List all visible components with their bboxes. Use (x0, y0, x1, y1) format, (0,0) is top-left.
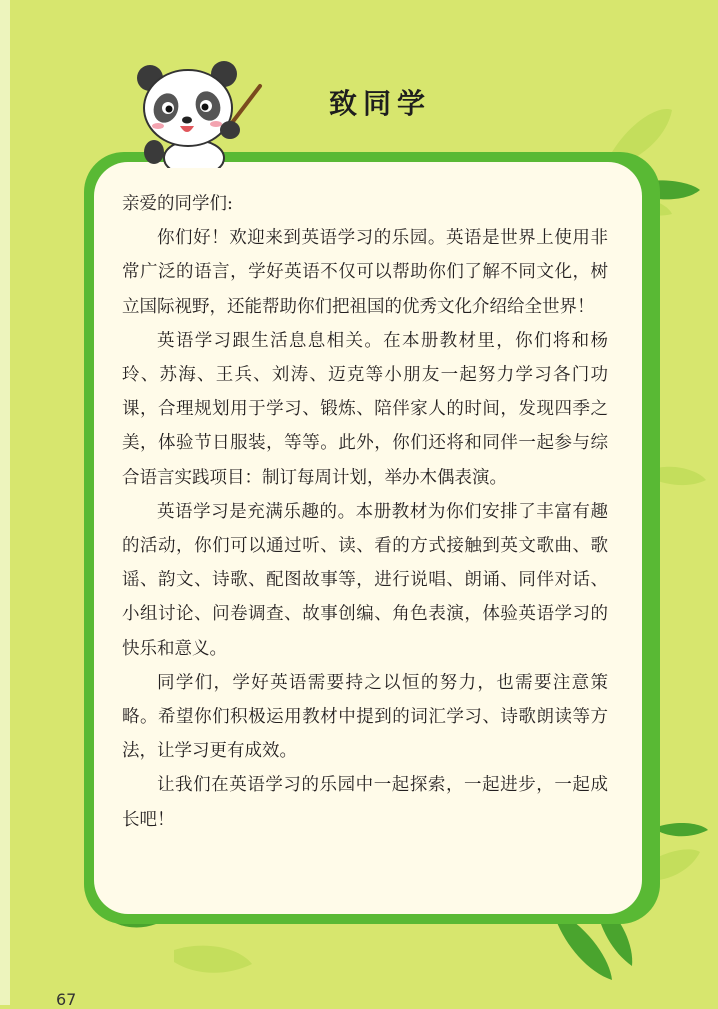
letter-body (122, 187, 608, 837)
greeting-text: 亲爱的同学们: (122, 194, 233, 214)
paragraph: 同学们，学好英语需要持之以恒的努力，也需要注意策略。希望你们积极运用教材中提到的词汇学习、诗歌朗读等方法，让学习更有成效。 (122, 672, 608, 762)
paragraph: 让我们在英语学习的乐园中一起探索，一起进步，一起成长吧！ (122, 775, 608, 830)
paragraph: 英语学习是充满乐趣的。本册教材为你们安排了丰富有趣的活动，你们可以通过听、读、看的方式接触到英文歌曲、歌谣、韵文、诗歌、配图故事等，进行说唱、朗诵、同伴对话、小组讨论、问卷调查、故事创编、角色表演，体验英语学习的快乐和意义。 (122, 501, 608, 659)
page-number: 67 (56, 990, 77, 1009)
paragraph: 你们好！欢迎来到英语学习的乐园。英语是世界上使用非常广泛的语言，学好英语不仅可以帮助你们了解不同文化，树立国际视野，还能帮助你们把祖国的优秀文化介绍给全世界！ (122, 228, 608, 317)
panda-mascot-icon (128, 56, 268, 168)
paragraph: 英语学习跟生活息息相关。在本册教材里，你们将和杨玲、苏海、王兵、刘涛、迈克等小朋友一起努力学习各门功课，合理规划用于学习、锻炼、陪伴家人的时间，发现四季之美，体验节日服装，等等。此外，你们还将和同伴一起参与综合语言实践项目：制订每周计划，举办木偶表演。 (122, 330, 608, 488)
page-title: 致同学 (328, 87, 431, 120)
